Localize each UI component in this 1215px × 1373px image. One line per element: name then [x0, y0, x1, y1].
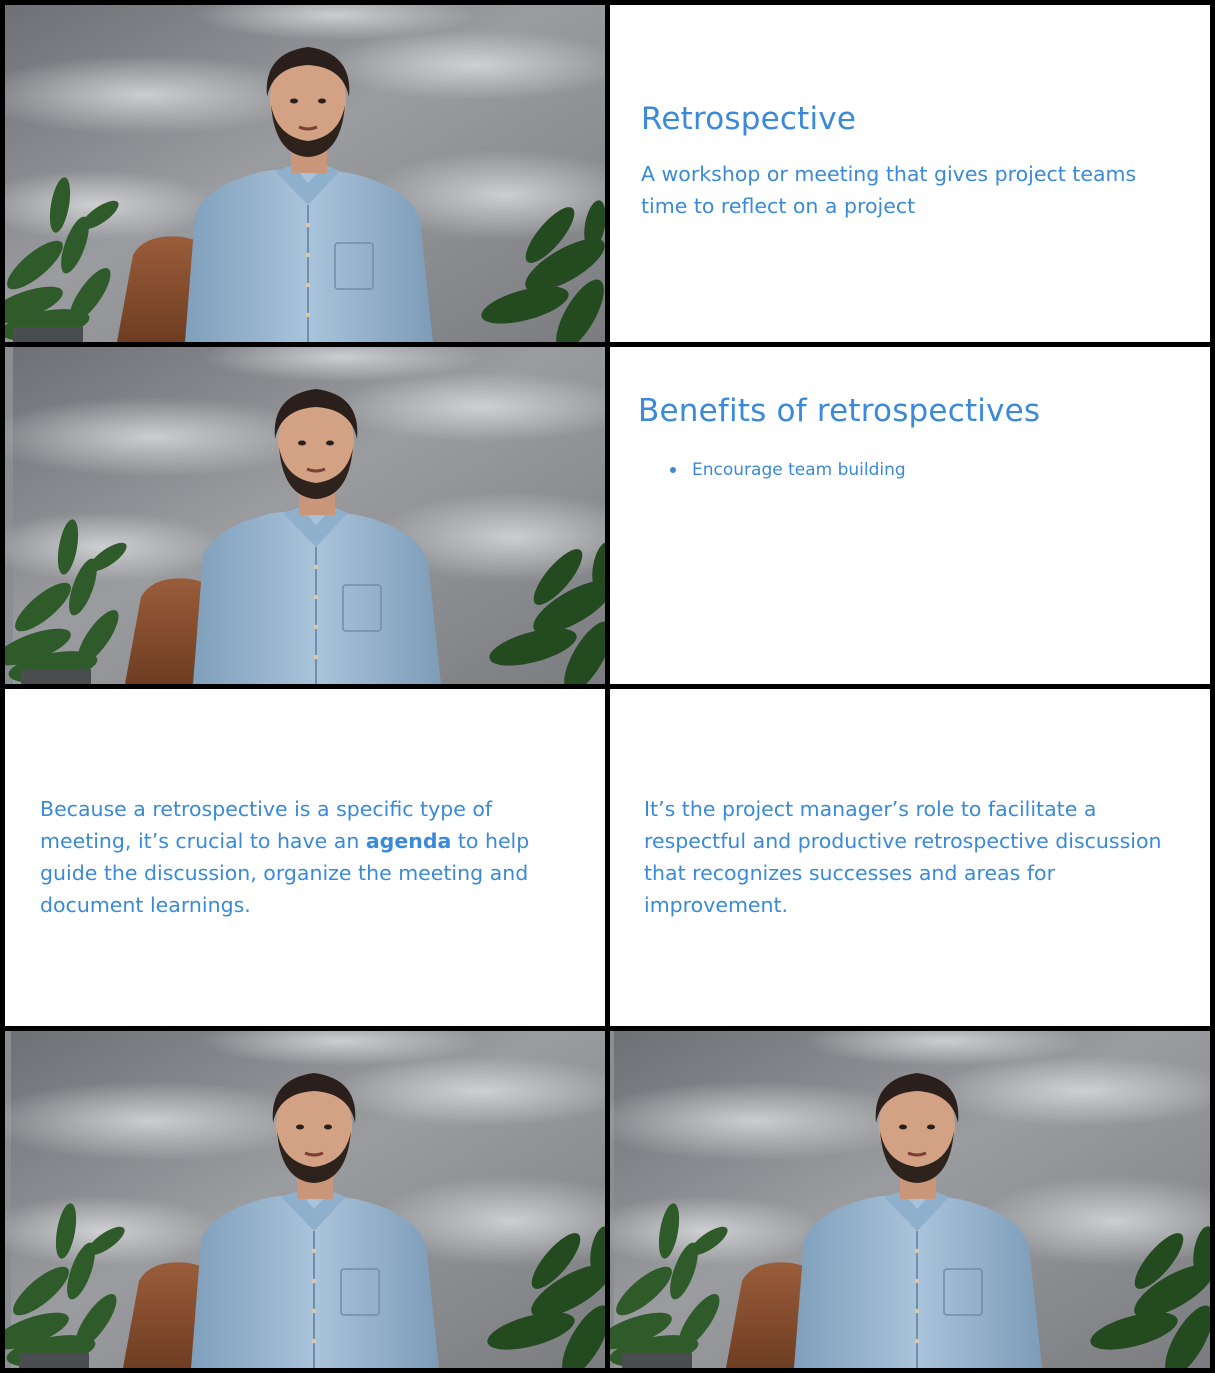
slide-title: Retrospective	[641, 101, 857, 137]
slide-bullet-text: Encourage team building	[692, 460, 906, 480]
slide-benefits	[610, 347, 1210, 684]
presenter-image	[610, 1031, 1210, 1368]
slide-bullet	[670, 460, 906, 480]
slide-pm-role	[610, 689, 1210, 1026]
slide-text-line: that recognizes successes and areas for	[644, 861, 1056, 885]
presenter-image	[5, 1031, 605, 1368]
bullet-dot-icon	[670, 467, 676, 473]
slide-text-line: guide the discussion, organize the meeting and	[40, 861, 529, 885]
slide-retrospective	[610, 5, 1210, 342]
presenter-frame	[5, 347, 605, 684]
slide-text-line: document learnings.	[40, 893, 251, 917]
slide-text-line: It’s the project manager’s role to facilitate a	[644, 797, 1097, 821]
slide-text-line: improvement.	[644, 893, 789, 917]
presenter-frame	[5, 5, 605, 342]
slide-text-span: to help	[451, 829, 530, 853]
slide-agenda	[5, 689, 605, 1026]
presenter-image	[5, 347, 605, 684]
slide-title: Benefits of retrospectives	[638, 393, 1041, 429]
slide-text-span: meeting, it’s crucial to have an	[40, 829, 366, 853]
slide-text-line	[40, 825, 529, 857]
slide-definition-line: A workshop or meeting that gives project teams	[641, 162, 1137, 186]
presenter-image	[5, 5, 605, 342]
presenter-frame	[5, 1031, 605, 1368]
slide-definition-line: time to reflect on a project	[641, 194, 916, 218]
slide-text-line: respectful and productive retrospective discussion	[644, 829, 1162, 853]
agenda-emphasis: agenda	[365, 829, 452, 853]
presenter-frame	[610, 1031, 1210, 1368]
slide-text-line: Because a retrospective is a specific type of	[40, 797, 493, 821]
